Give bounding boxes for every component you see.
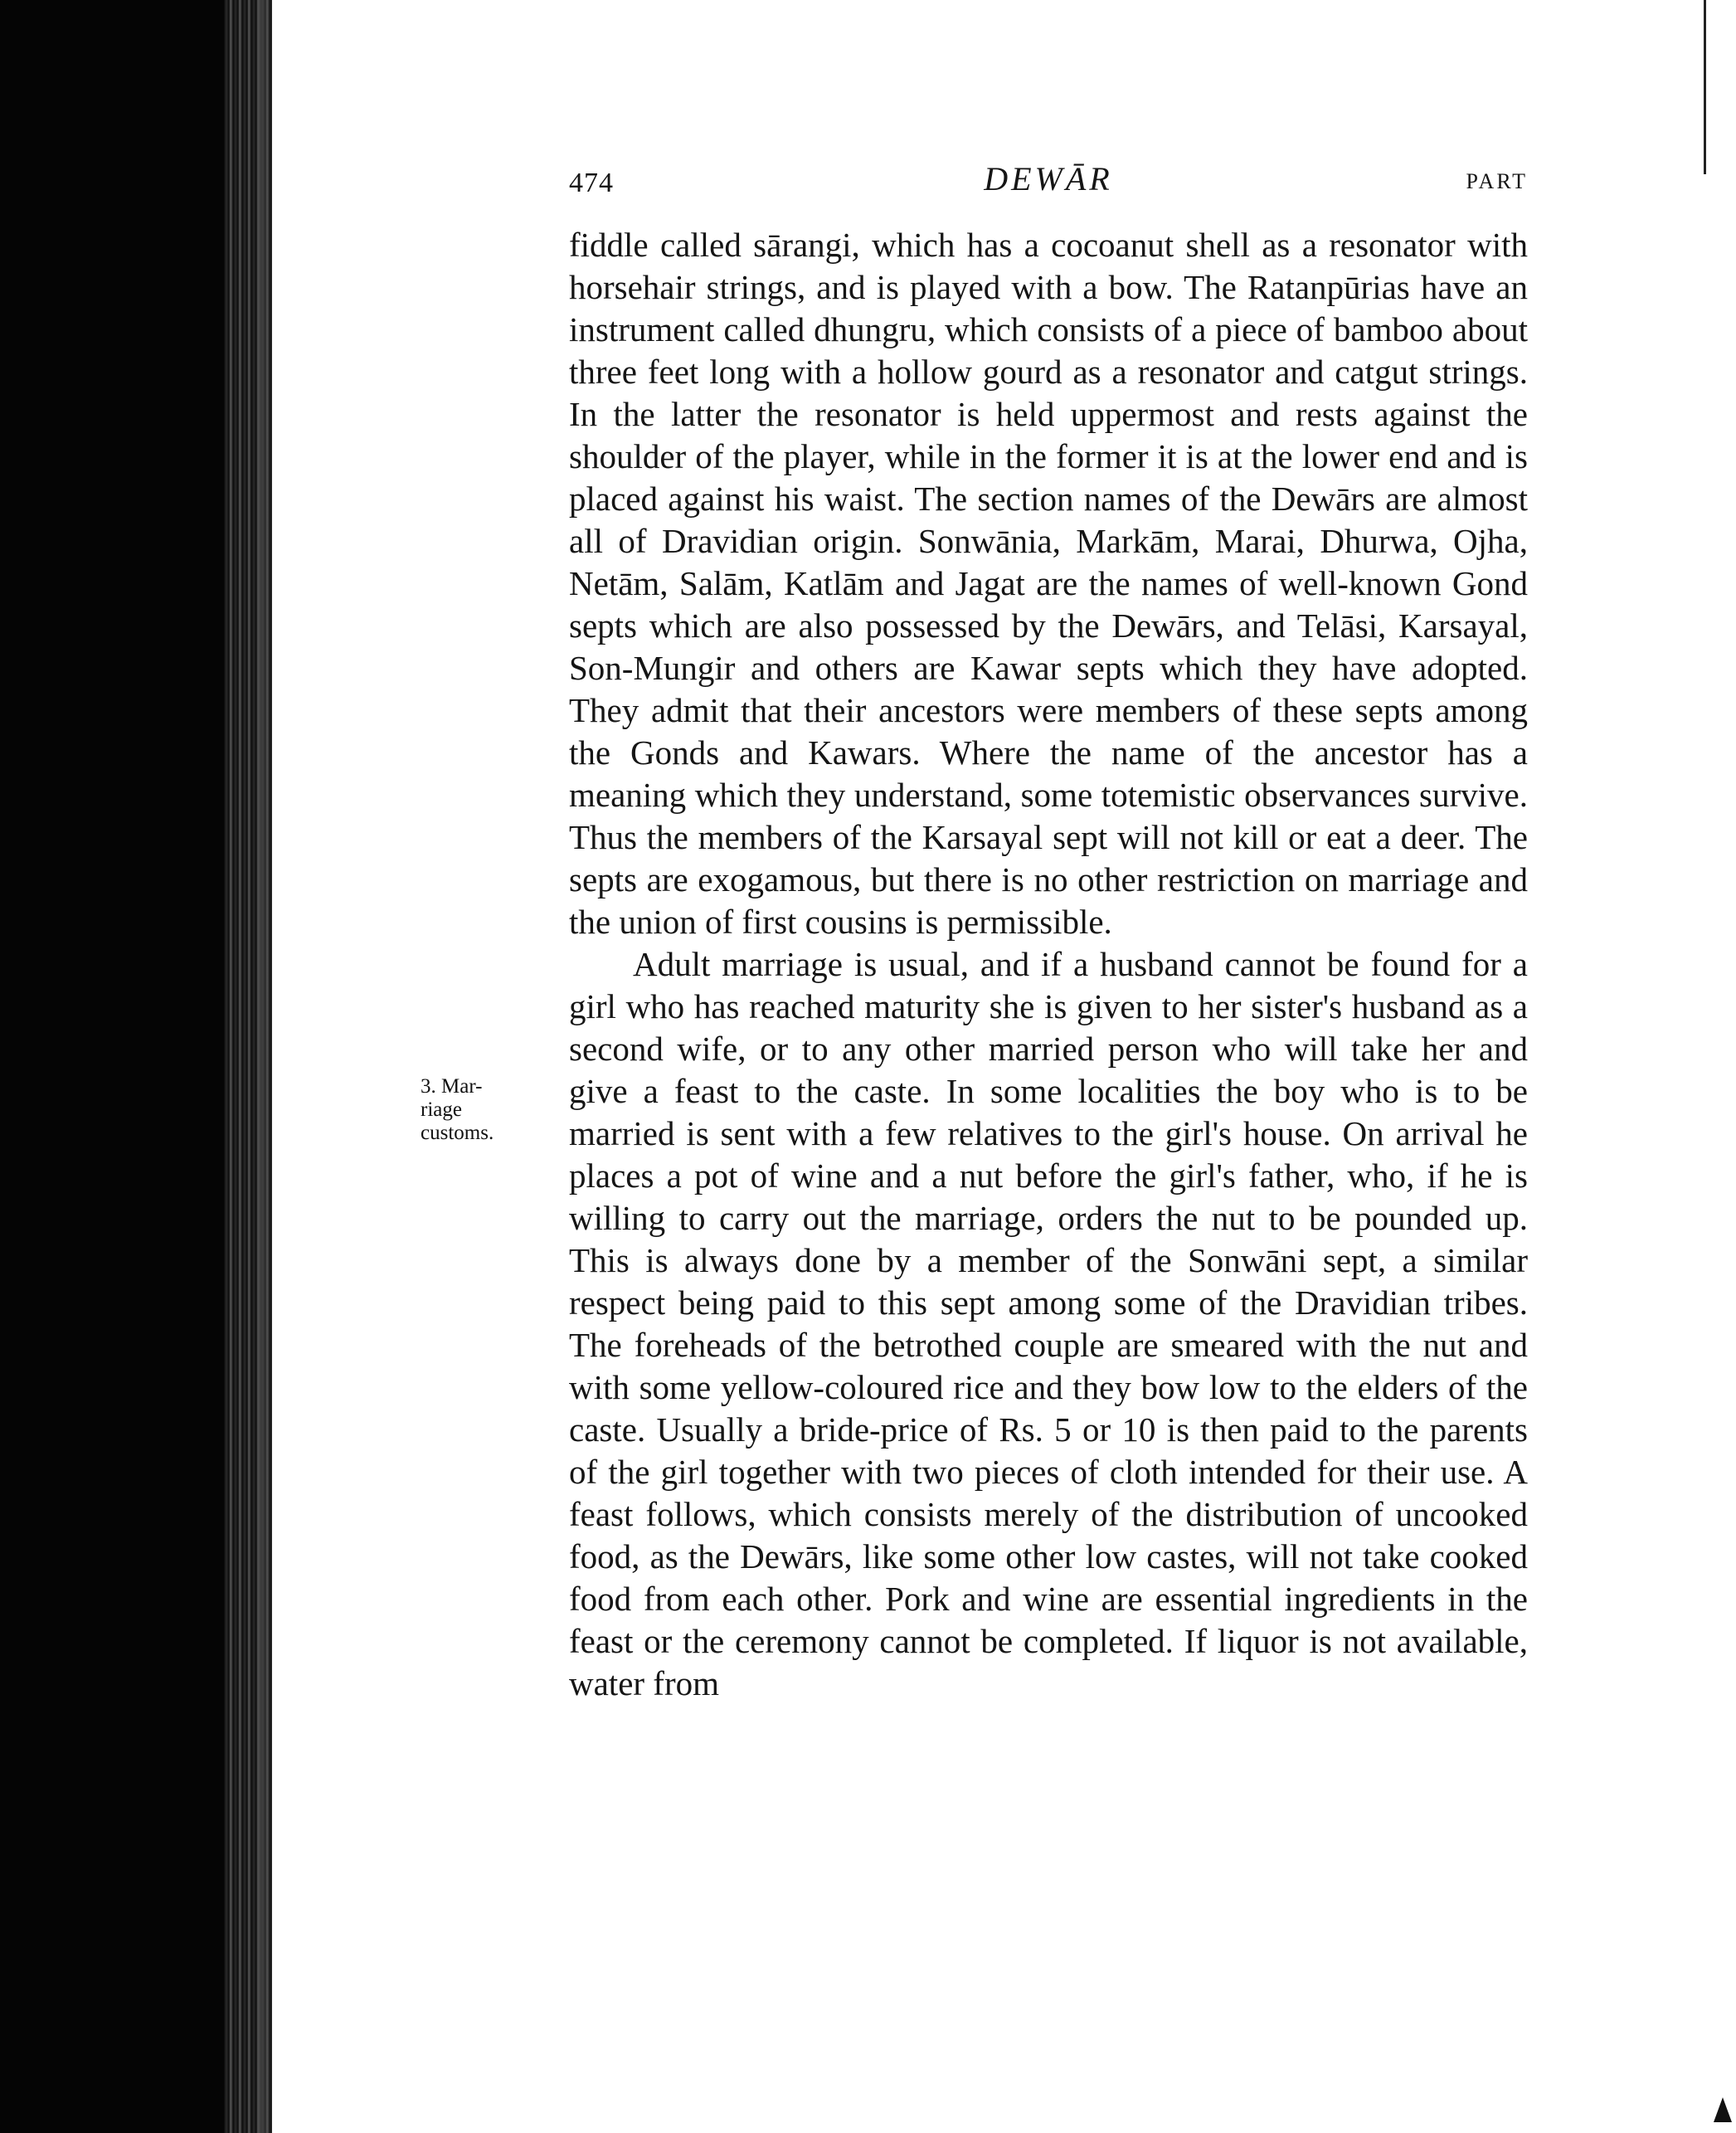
book-gutter-fade <box>259 0 272 2133</box>
marginal-note-line: riage <box>421 1098 462 1121</box>
page-number: 474 <box>569 168 614 198</box>
marginal-note-line: 3. Mar- <box>421 1075 483 1098</box>
marginal-note <box>421 1075 528 1145</box>
corner-triangle-icon <box>1714 2097 1732 2122</box>
part-label: PART <box>1466 169 1528 193</box>
marginal-note-line: customs. <box>421 1122 494 1144</box>
paragraph-marriage-customs: Adult marriage is usual, and if a husband cannot be found for a girl who has reached maturity she is given to her sister's husband as a second wife, or to any other married person who will take her and give a feast to the caste. In some localities the boy who is to be married is sent with a few relatives to the girl's house. On arrival he places a pot of wine and a nut before the girl's father, who, if he is willing to carry out the marriage, orders the nut to be pounded up. This is always done by a member of the Sonwāni sept, a similar respect being paid to this sept among some of the Dravidian tribes. The foreheads of the betrothed couple are smeared with the nut and with some yellow-coloured rice and they bow low to the elders of the caste. Usually a bride-price of Rs. 5 or 10 is then paid to the parents of the girl together with two pieces of cloth intended for their use. A feast follows, which consists merely of the distribution of uncooked food, as the Dewārs, like some other low castes, will not take cooked food from each other. Pork and wine are essential ingredients in the feast or the ceremony cannot be completed. If liquor is not available, water from <box>569 945 1528 1702</box>
paragraph-sept-names: fiddle called sārangi, which has a cocoanut shell as a resonator with horsehair strings, and is played with a bow. The Ratanpūrias have an instrument called dhungru, which consists of a piece of bamboo about three feet long with a hollow gourd as a resonator and catgut strings. In the latter the resonator is held uppermost and rests against the shoulder of the player, while in the former it is at the lower end and is placed against his waist. The section names of the Dewārs are almost all of Dravidian origin. Sonwānia, Markām, Marai, Dhurwa, Ojha, Netām, Salām, Katlām and Jagat are the names of well-known Gond septs which are also possessed by the Dewārs, and Telāsi, Karsayal, Son-Mungir and others are Kawar septs which they have adopted. They admit that their ancestors were members of these septs among the Gonds and Kawars. Where the name of the ancestor has a meaning which they understand, some totemistic observances survive. Thus the members of the Karsayal sept will not kill or eat a deer. The septs are exogamous, but there is no other restriction on marriage and the union of first cousins is permissible. <box>569 226 1528 941</box>
right-edge-rule <box>1704 0 1706 174</box>
body-text <box>569 224 1528 1705</box>
running-title: DEWĀR <box>984 160 1113 197</box>
page-header <box>569 159 1528 207</box>
